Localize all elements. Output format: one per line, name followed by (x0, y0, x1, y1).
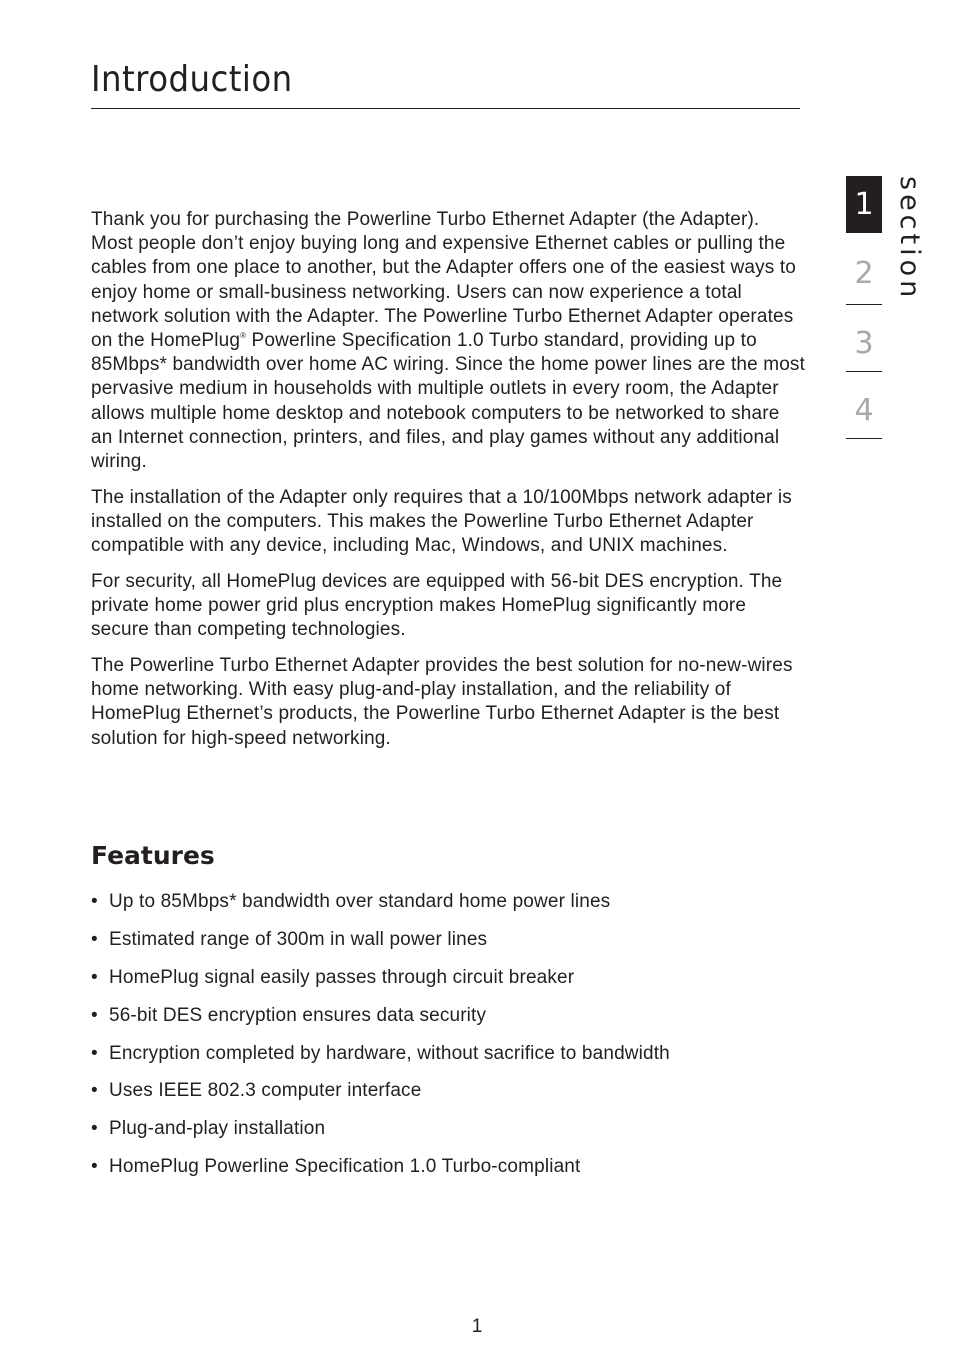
section-tab-1[interactable]: 1 (846, 176, 882, 233)
title-divider (91, 108, 800, 109)
feature-text: Estimated range of 300m in wall power lines (109, 928, 488, 950)
feature-text: Encryption completed by hardware, without sacrifice to bandwidth (109, 1042, 670, 1064)
list-item (91, 965, 670, 1003)
feature-text: Uses IEEE 802.3 computer interface (109, 1080, 422, 1102)
bullet-icon: • (91, 966, 98, 988)
list-item (91, 1116, 670, 1154)
registered-mark: ® (240, 331, 247, 341)
bullet-icon: • (91, 1156, 98, 1178)
intro-paragraph-4: The Powerline Turbo Ethernet Adapter provides the best solution for no-new-wires home networking. With easy plug-and-play installation, and the reliability of HomePlug Ethernet’s products, the Powerline Turbo Ethernet Adapter is the best solution for high-speed networking. (91, 654, 793, 749)
intro-paragraph-1 (91, 208, 805, 474)
list-item (91, 927, 670, 965)
list-item (91, 1154, 670, 1192)
intro-paragraph-1-text-b: Powerline Specification 1.0 Turbo standard, providing up to 85Mbps* bandwidth over home AC wiring. Since the home power lines are the most pervasive medium in households with multiple outlets in every room, the Adapter allows multiple home desktop and notebook computers to be networked to share an Internet connection, printers, and files, and play games without any additional wiring. (91, 330, 806, 473)
list-item (91, 1003, 670, 1041)
bullet-icon: • (91, 1080, 98, 1102)
bullet-icon: • (91, 1004, 98, 1026)
list-item (91, 1078, 670, 1116)
bullet-icon: • (91, 928, 98, 950)
section-label: section (894, 176, 925, 302)
feature-text: HomePlug Powerline Specification 1.0 Turbo-compliant (109, 1156, 581, 1178)
feature-text: Up to 85Mbps* bandwidth over standard home power lines (109, 891, 611, 912)
feature-text: HomePlug signal easily passes through circuit breaker (109, 966, 575, 988)
intro-body (91, 208, 805, 762)
intro-paragraph-3: For security, all HomePlug devices are equipped with 56-bit DES encryption. The private home power grid plus encryption makes HomePlug significantly more secure than competing technologies. (91, 570, 783, 641)
intro-paragraph-2: The installation of the Adapter only requires that a 10/100Mbps network adapter is installed on the computers. This makes the Powerline Turbo Ethernet Adapter compatible with any device, including Mac, Windows, and UNIX machines. (91, 486, 792, 557)
list-item (91, 1041, 670, 1079)
bullet-icon: • (91, 1118, 98, 1140)
list-item (91, 889, 670, 927)
section-tabs (846, 176, 882, 449)
bullet-icon: • (91, 1042, 98, 1064)
page-number: 1 (471, 1316, 483, 1337)
features-heading: Features (91, 841, 215, 870)
features-list (91, 889, 670, 1192)
section-tab-4[interactable]: 4 (846, 382, 882, 439)
page-title: Introduction (91, 59, 293, 100)
bullet-icon: • (91, 891, 98, 912)
intro-paragraph-1-text-a: Thank you for purchasing the Powerline Turbo Ethernet Adapter (the Adapter). Most people don’t enjoy buying long and expensive Ethernet cables or pulling the cables from one place to another, but the Adapter offers one of the easiest ways to enjoy home or small-business networking. Users can now experience a total network solution with the Adapter. The Powerline Turbo Ethernet Adapter operates on the HomePlug (91, 209, 796, 352)
feature-text: 56-bit DES encryption ensures data security (109, 1004, 487, 1026)
section-tab-2[interactable]: 2 (846, 243, 882, 305)
feature-text: Plug-and-play installation (109, 1118, 326, 1140)
section-tab-3[interactable]: 3 (846, 315, 882, 372)
